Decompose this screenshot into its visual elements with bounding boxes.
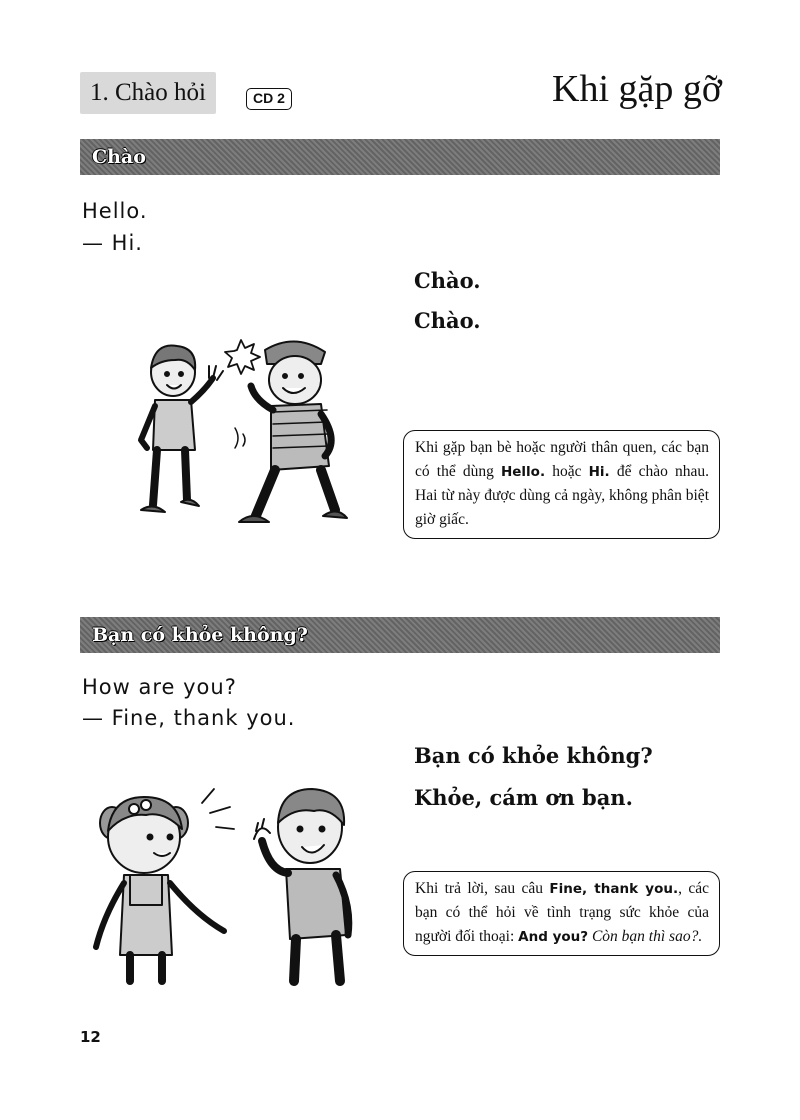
section-title: Bạn có khỏe không?: [92, 624, 308, 646]
vietnamese-line: Chào.: [414, 268, 481, 293]
note-text: để chào nhau. Hai từ này được dùng cả ngày, không phân biệt giờ giấc.: [415, 463, 709, 528]
left-boy: [141, 345, 223, 512]
girl: [96, 797, 224, 981]
note-box: [403, 430, 720, 539]
lesson-title: 1. Chào hỏi: [80, 72, 216, 114]
english-line: How are you?: [82, 675, 237, 699]
section-title: Chào: [92, 146, 146, 168]
boys-greeting-illustration: [125, 330, 355, 540]
note-keyword: And you?: [518, 929, 589, 945]
english-line: — Hi.: [82, 231, 143, 255]
english-line: — Fine, thank you.: [82, 706, 296, 730]
page-heading: Khi gặp gỡ: [552, 68, 722, 110]
vietnamese-line: Bạn có khỏe không?: [414, 743, 653, 768]
section-bar-how-are-you: [80, 617, 720, 653]
note-box: [403, 871, 720, 956]
clap-burst: [225, 340, 260, 374]
english-line: Hello.: [82, 199, 148, 223]
note-keyword: Hi.: [588, 464, 610, 480]
vietnamese-line: Khỏe, cám ơn bạn.: [414, 785, 633, 810]
cd-track-badge: CD 2: [246, 88, 292, 110]
note-keyword: Fine, thank you.: [549, 881, 679, 897]
vietnamese-line: Chào.: [414, 308, 481, 333]
page-number: 12: [80, 1028, 101, 1046]
note-text: Khi gặp bạn bè hoặc người thân quen, các bạn có thể dùng: [415, 439, 709, 480]
boy: [254, 789, 349, 981]
note-text: hoặc: [545, 463, 589, 480]
note-text: .: [698, 928, 703, 945]
surprise-marks: [202, 789, 234, 829]
girl-and-boy-illustration: [90, 775, 370, 985]
note-keyword: Hello.: [500, 464, 546, 480]
note-text: , các bạn có thể hỏi về tình trạng sức khỏe của người đối thoại:: [415, 880, 709, 945]
note-text: Khi trả lời, sau câu: [415, 880, 550, 897]
section-bar-greeting: [80, 139, 720, 175]
note-italic: Còn bạn thì sao?: [591, 928, 699, 945]
